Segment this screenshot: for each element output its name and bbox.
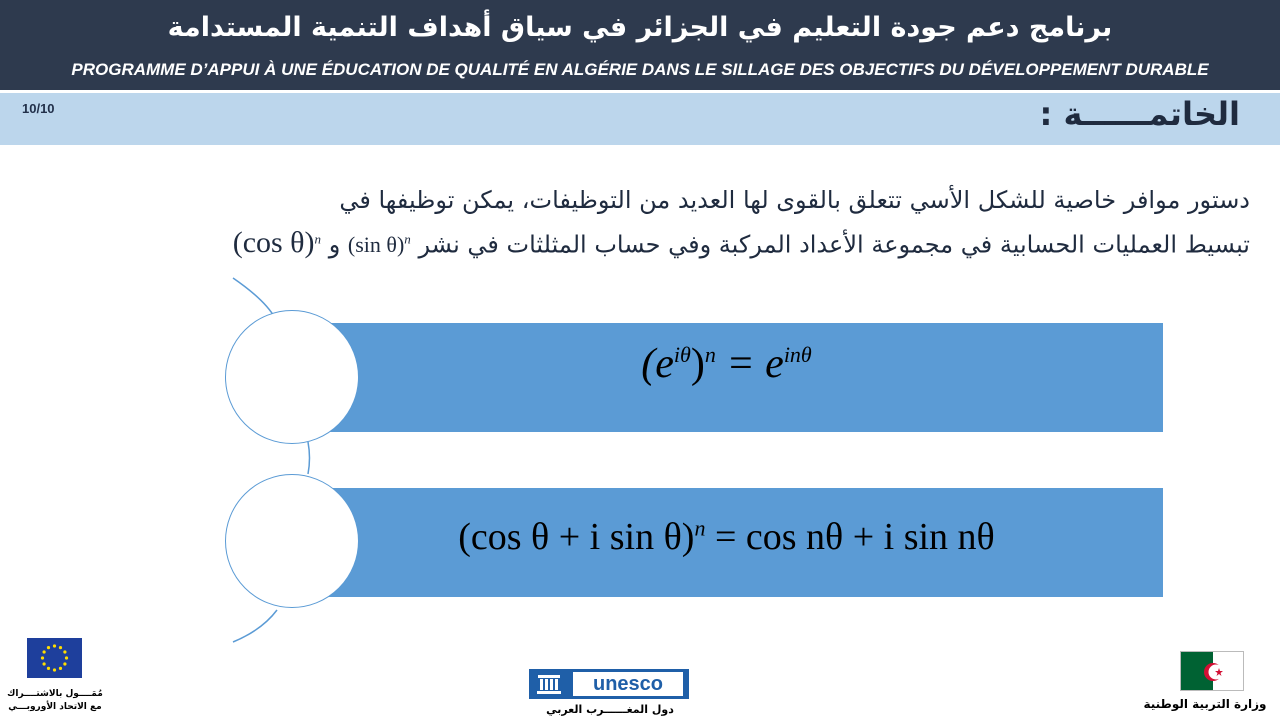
unesco-logo [529,669,689,699]
ministry-name: وزارة التربية الوطنية [1143,697,1267,711]
arabic-title: برنامج دعم جودة التعليم في الجزائر في سياق أهداف التنمية المستدامة [167,12,1113,43]
intro-line-1: دستور موافر خاصية للشكل الأسي تتعلق بالقوى لها العديد من التوظيفات، يمكن توظيفها في [339,186,1250,214]
equation-exponential: $(e^{i\theta})^n = e^{in\theta}$ [641,341,812,387]
cos-expression: (cos θ)$^n$ [232,226,322,260]
equation-de-moivre: (cos θ + i sin θ)$^n$ = cos nθ + i sin nθ [458,515,995,558]
page-number: 10/10 [22,101,55,116]
unesco-wordmark: unesco [573,672,683,696]
intro-line-2-text: تبسيط العمليات الحسابية في مجموعة الأعداد المركبة وفي حساب المثلثات في نشر [418,230,1250,259]
section-heading: الخاتمــــــة : [1039,95,1240,133]
connector-word: و [328,230,341,259]
french-title: PROGRAMME D’APPUI À UNE ÉDUCATION DE QUALITÉ EN ALGÉRIE DANS LE SILLAGE DES OBJECTIFS DU DÉVELOPPEMENT DURABLE [71,60,1209,79]
temple-icon [535,669,565,699]
algeria-flag [1180,651,1244,691]
unesco-subtitle: دول المغــــــرب العربي [546,703,674,716]
sin-expression: (sin θ)$^n$ [347,232,411,258]
eu-cofunding-text: مُمَــــول بالاشتــــراك مع الاتحاد الأوروبـــي [7,689,103,712]
eu-flag-logo [27,638,82,678]
